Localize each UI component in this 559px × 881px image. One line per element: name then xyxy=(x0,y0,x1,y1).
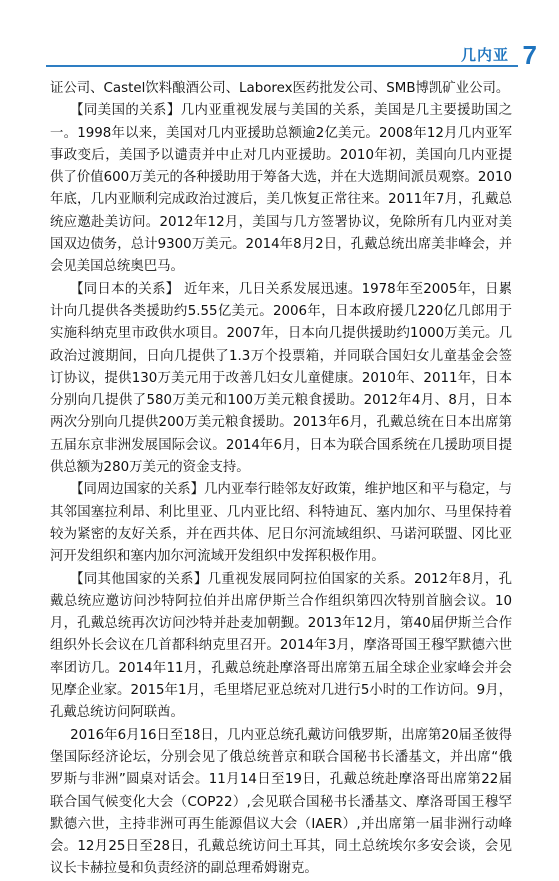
page-header xyxy=(0,0,559,88)
section-tag: 【同美国的关系】 xyxy=(70,103,181,119)
section-tag: 【同其他国家的关系】 xyxy=(70,571,208,587)
paragraph-text: 近年来，几日关系发展迅速。1978年至2005年，日累计向几提供各类援助约5.55亿美元。2006年，日本政府援几220亿几郎用于实施科纳克里市政供水项目。2007年，日本向几提供援助约1000万美元。几政治过渡期间，日向几提供了1.3万个投票箱，并同联合国妇女儿童基金会签订协议，提供130万美元用于改善几妇女儿童健康。2010年、2011年，日本分别向几提供了580万美元和100万美元粮食援助。2012年4月、8月，日本两次分别向几提供200万美元粮食援助。2013年6月，孔戴总统在日本出席第五届东京非洲发展国际会议。2014年6月，日本为联合国系统在几援助项目提供总额为280万美元的资金支持。 xyxy=(50,281,513,476)
paragraph-text: 2016年6月16日至18日，几内亚总统孔戴访问俄罗斯，出席第20届圣彼得堡国际经济论坛，分别会见了俄总统普京和联合国秘书长潘基文，并出席“俄罗斯与非洲”圆桌对话会。11月14日至19日，孔戴总统赴摩洛哥出席第22届联合国气候变化大会（COP22）,会见联合国秘书长潘基文、摩洛哥国王穆罕默德六世，主持非洲可再生能源倡议大会（IAER）,并出席第一届非洲行动峰会。12月25日至28日，孔戴总统访问土耳其，同土总统埃尔多安会谈，会见议长卡赫拉曼和负责经济的副总理希姆谢克。 xyxy=(50,727,512,877)
running-title: 几内亚 xyxy=(460,46,509,64)
body-text xyxy=(50,78,512,881)
paragraph-text: 证公司、Castel饮料酿酒公司、Laborex医药批发公司、SMB博凯矿业公司。 xyxy=(50,81,510,96)
paragraph-us-relations xyxy=(50,100,512,278)
paragraph-text: 几内亚奉行睦邻友好政策，维护地区和平与稳定，与其邻国塞拉利昂、利比里亚、几内亚比绍、科特迪瓦、塞内加尔、马里保持着较为紧密的友好关系，并在西共体、尼日尔河流域组织、马诺河联盟、冈比亚河开发组织和塞内加尔河流域开发组织中发挥积极作用。 xyxy=(50,482,513,565)
paragraph-text: 几内亚重视发展与美国的关系，美国是几主要援助国之一。1998年以来，美国对几内亚援助总额逾2亿美元。2008年12月几内亚军事政变后，美国予以谴责并中止对几内亚援助。2010年初，美国向几内亚提供了价值600万美元的各种援助用于筹备大选，并在大选期间派员观察。2010年底，几内亚顺利完成政治过渡后，美几恢复正常往来。2011年7月，孔戴总统应邀赴美访问。2012年12月，美国与几方签署协议，免除所有几内亚对美国双边债务，总计9300万美元。2014年8月2日，孔戴总统出席美非峰会，并会见美国总统奥巴马。 xyxy=(50,103,513,275)
paragraph-japan-relations xyxy=(50,279,512,480)
header-rule xyxy=(46,65,518,67)
page-number: 7 xyxy=(522,40,537,70)
paragraph-text: 几重视发展同阿拉伯国家的关系。2012年8月，孔戴总统应邀访问沙特阿拉伯并出席伊斯兰合作组织第四次特别首脑会议。10月，孔戴总统再次访问沙特并赴麦加朝觐。2013年12月，第40届伊斯兰合作组织外长会议在几首都科纳克里召开。2014年3月，摩洛哥国王穆罕默德六世率团访几。2014年11月，孔戴总统赴摩洛哥出席第五届全球企业家峰会并会见摩企业家。2015年1月，毛里塔尼亚总统对几进行5小时的工作访问。9月，孔戴总统访问阿联酋。 xyxy=(50,571,512,721)
section-tag: 【同周边国家的关系】 xyxy=(70,482,205,498)
paragraph-other-relations xyxy=(50,569,512,725)
paragraph-continuation xyxy=(50,78,512,100)
paragraph-neighbor-relations xyxy=(50,479,512,568)
section-tag: 【同日本的关系】 xyxy=(70,281,180,297)
paragraph-2016-visits xyxy=(50,725,512,881)
